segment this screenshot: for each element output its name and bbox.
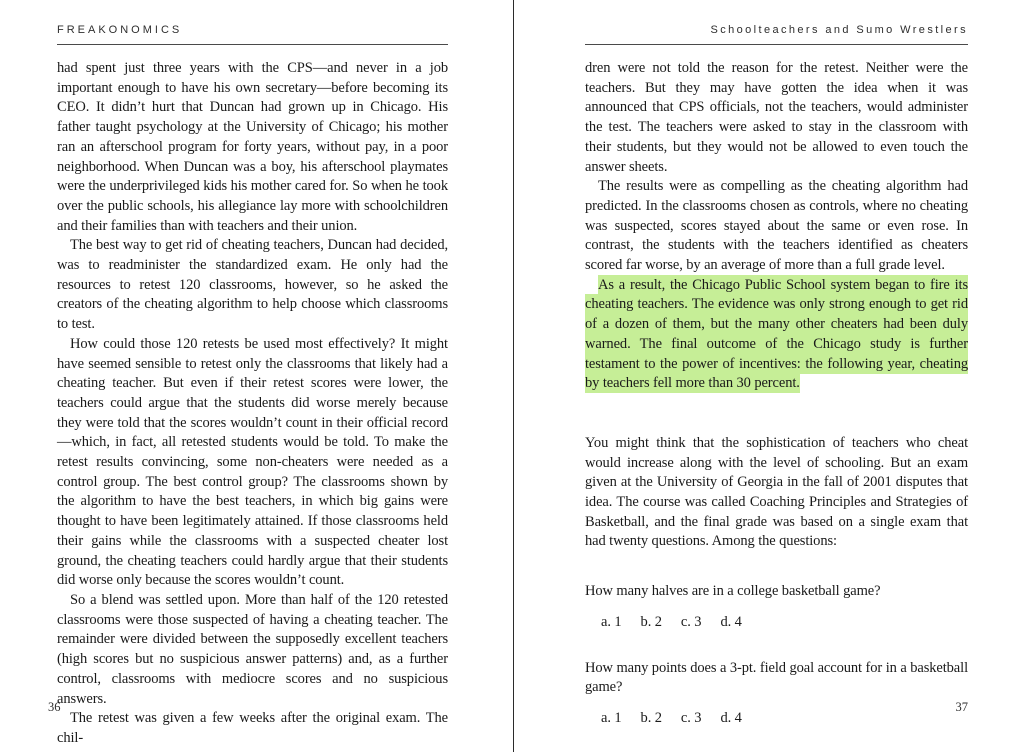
chapter-title: Schoolteachers and Sumo Wrestlers: [710, 24, 968, 36]
right-page: [585, 24, 968, 729]
paragraph: The best way to get rid of cheating teachers, Duncan had decided, was to readminister the standardized exam. He only had the resources to retest 120 classrooms, however, so he asked the creators of the cheating algorithm to help choose which classrooms to test.: [57, 237, 448, 333]
section-break: [585, 394, 968, 434]
left-page-body: [57, 59, 448, 749]
book-title: FREAKONOMICS: [57, 24, 183, 36]
right-page-body: [585, 59, 968, 729]
left-page: [48, 24, 448, 749]
quiz-option: c. 3: [680, 613, 702, 630]
quiz-question: How many halves are in a college basketball game?: [585, 583, 881, 600]
paragraph: You might think that the sophistication of teachers who cheat would increase along with the level of schooling. But an exam given at the University of Georgia in the fall of 2001 disputes that idea. The course was called Coaching Principles and Strategies of Basketball, and the final grade was based on a single exam that had twenty questions. Among the questions:: [585, 434, 968, 550]
quiz-option: a. 1: [601, 613, 622, 630]
paragraph: dren were not told the reason for the retest. Neither were the teachers. But they may have gotten the idea when it was announced that CPS officials, not the teachers, would administer the test. The teachers were asked to stay in the classroom with their students, but they would not be allowed to even touch the answer sheets.: [585, 60, 968, 175]
quiz-option: d. 4: [720, 613, 742, 630]
paragraph: How could those 120 retests be used most effectively? It might have seemed sensible to retest only the classrooms that likely had a cheating teacher. But even if their retest scores were lower, the teachers could argue that the students did worse merely because they were told that the scores wouldn’t count in their official record—which, in fact, all retested students would be told. To make the retest results convincing, some non-cheaters were needed as a control group. The best control group? The classrooms shown by the algorithm to have the best teachers, in which big gains were thought to have been legitimately attained. If those classrooms held their gains while the classrooms with a suspected cheater lost ground, the cheating teachers could hardly argue that their students did worse only because the scores wouldn’t count.: [57, 335, 448, 589]
right-running-head: [585, 24, 968, 45]
highlighted-paragraph: [585, 276, 968, 394]
quiz-question: How many points does a 3-pt. field goal account for in a basketball game?: [585, 659, 968, 696]
quiz-options: [585, 613, 968, 633]
quiz-option: b. 2: [640, 613, 662, 630]
paragraph: The retest was given a few weeks after the original exam. The chil-: [57, 710, 448, 746]
left-running-head: [57, 24, 448, 45]
quiz-options: [585, 709, 968, 729]
quiz-option: a. 1: [601, 709, 622, 726]
quiz-option: d. 4: [720, 709, 742, 726]
paragraph: had spent just three years with the CPS—and never in a job important enough to have his own secretary—before becoming its CEO. It didn’t hurt that Duncan had grown up in Chicago. His father taught psychology at the University of Chicago; his mother ran an afterschool program for forty years, without pay, in a poor neighborhood. When Duncan was a boy, his afterschool playmates were the underprivileged kids his mother cared for. So when he took over the public schools, his allegiance lay more with schoolchildren and their families than with teachers and their union.: [57, 60, 448, 234]
quiz-option: b. 2: [640, 709, 662, 726]
paragraph: So a blend was settled upon. More than half of the 120 retested classrooms were those suspected of having a cheating teacher. The remainder were divided between the supposedly excellent teachers (high scores but no suspicious answer patterns) and, as a further control, classrooms with mediocre scores and no suspicious answers.: [57, 591, 448, 707]
highlight-annotation: As a result, the Chicago Public School system began to fire its cheating teachers. The evidence was only strong enough to get rid of a dozen of them, but the many other cheaters had been duly warned. The final outcome of the Chicago study is further testament to the power of incentives: the following year, cheating by teachers fell more than 30 percent.: [585, 276, 968, 392]
right-page-number: 37: [955, 700, 968, 714]
left-page-number: 36: [48, 700, 61, 714]
page-divider: [513, 0, 514, 752]
quiz-option: c. 3: [680, 709, 702, 726]
paragraph: The results were as compelling as the cheating algorithm had predicted. In the classrooms chosen as controls, where no cheating was suspected, scores stayed about the same or even rose. In contrast, the students with the teachers identified as cheaters scored far worse, by an average of more than a full grade level.: [585, 178, 968, 274]
